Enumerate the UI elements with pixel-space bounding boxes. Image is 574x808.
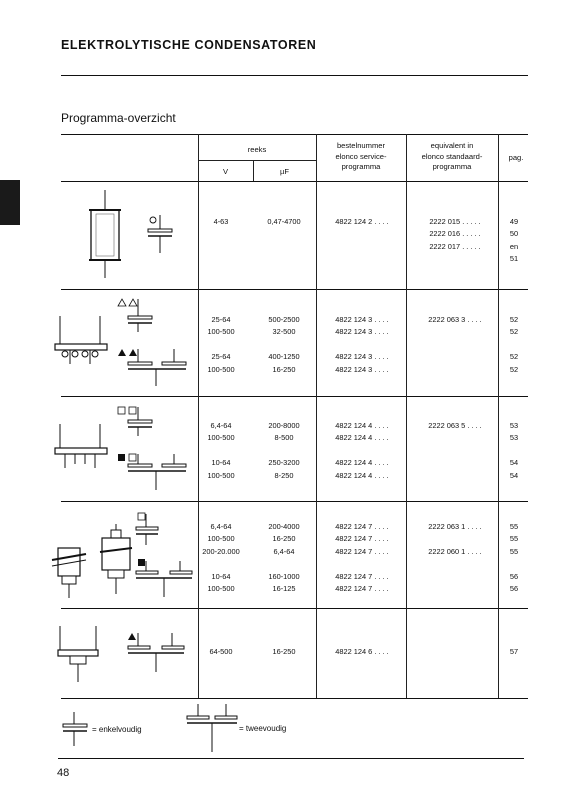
row4-page: 55 55 55 56 56: [509, 522, 519, 594]
legend-double-label: = tweevoudig: [239, 724, 287, 733]
row2-equivalent: 2222 063 3 . . . .: [428, 315, 482, 324]
row3-equivalent: 2222 063 5 . . . .: [428, 421, 482, 430]
row1-order-number: 4822 124 2 . . . .: [335, 217, 389, 226]
row4-equivalent: 2222 063 1 . . . . 2222 060 1 . . . .: [428, 522, 482, 556]
page-title: ELEKTROLYTISCHE CONDENSATOREN: [61, 38, 317, 52]
header-volt: V: [222, 167, 229, 176]
mounting-clip-capacitor-icon: [52, 540, 88, 600]
row2-order-number: 4822 124 3 . . . . 4822 124 3 . . . . 4822 124 3 . . . . 4822 124 3 . . . .: [335, 315, 389, 374]
row-divider: [61, 501, 528, 502]
table-top-rule: [61, 134, 528, 135]
row4-capacitance: 200-4000 16-250 6,4-64 160-1000 16-125: [268, 522, 300, 594]
header-equivalent: equivalent in elonco standaard- programma: [421, 141, 483, 171]
title-rule: [61, 75, 528, 76]
header-pag: pag.: [508, 153, 524, 162]
row2-volt: 25-64 100-500 25-64 100-500: [207, 315, 235, 374]
row5-page: 57: [509, 647, 519, 656]
solder-tag-capacitor-icon: [98, 524, 134, 596]
row3-capacitance: 200-8000 8-500 250-3200 8-250: [268, 421, 300, 480]
header-bestelnummer: bestelnummer elonco service- programma: [335, 141, 387, 171]
row1-volt: 4-63: [213, 217, 229, 226]
header-microfarad: µF: [279, 167, 289, 176]
row3-page: 53 53 54 54: [509, 421, 519, 480]
page-subtitle: Programma-overzicht: [61, 111, 176, 125]
row-divider: [61, 396, 528, 397]
pcb-capacitor-icon: [55, 424, 115, 474]
capacitor-symbols-snap-in-icon: [116, 296, 196, 388]
row1-page: 49 50 en 51: [509, 217, 519, 264]
snap-in-capacitor-icon: [55, 314, 115, 374]
column-line: [406, 134, 407, 698]
table-bottom-rule: [61, 698, 528, 699]
row2-capacitance: 500-2500 32-500 400-1250 16-250: [268, 315, 300, 374]
legend-single-label: = enkelvoudig: [92, 725, 142, 734]
page-number: 48: [57, 767, 70, 779]
row5-volt: 64-500: [209, 647, 233, 656]
row3-volt: 6,4-64 100-500 10-64 100-500: [207, 421, 235, 480]
row4-volt: 6,4-64 100-500 200-20.000 10-64 100-500: [202, 522, 240, 594]
row-divider: [61, 289, 528, 290]
row5-order-number: 4822 124 6 . . . .: [335, 647, 389, 656]
axial-can-capacitor-icon: [85, 190, 135, 280]
header-bottom-rule: [61, 181, 528, 182]
column-line: [316, 134, 317, 698]
double-capacitor-legend-icon: [186, 704, 240, 754]
reeks-subrule: [198, 160, 316, 161]
row2-page: 52 52 52 52: [509, 315, 519, 374]
capacitor-symbol-single-icon: [146, 215, 176, 255]
radial-capacitor-icon: [58, 626, 102, 686]
capacitor-symbols-radial-icon: [126, 632, 188, 678]
capacitor-symbols-pcb-icon: [116, 404, 196, 494]
section-thumb-tab: [0, 180, 20, 225]
row5-capacitance: 16-250: [272, 647, 296, 656]
row-divider: [61, 608, 528, 609]
header-reeks: reeks: [247, 145, 267, 154]
row1-equivalent: 2222 015 . . . . . 2222 016 . . . . . 2222 017 . . . . .: [429, 217, 481, 251]
row4-order-number: 4822 124 7 . . . . 4822 124 7 . . . . 4822 124 7 . . . . 4822 124 7 . . . . 4822 124 7 . . . .: [335, 522, 389, 594]
capacitor-symbols-tag-icon: [134, 511, 196, 599]
row1-capacitance: 0,47-4700: [267, 217, 301, 226]
row3-order-number: 4822 124 4 . . . . 4822 124 4 . . . . 4822 124 4 . . . . 4822 124 4 . . . .: [335, 421, 389, 480]
single-capacitor-legend-icon: [62, 712, 90, 748]
footer-rule: [58, 758, 524, 759]
